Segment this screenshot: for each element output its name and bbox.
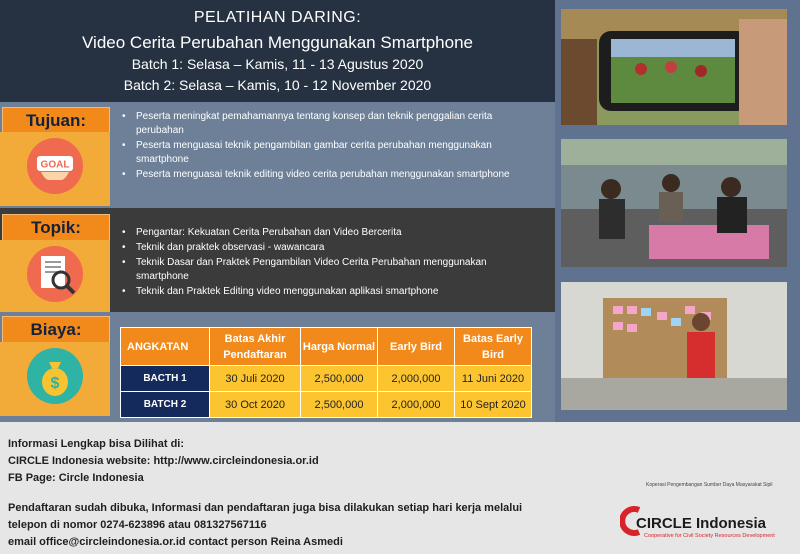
fb-page-text: FB Page: Circle Indonesia — [8, 472, 144, 484]
logo-name: CIRCLE Indonesia — [636, 515, 767, 532]
circle-indonesia-logo — [620, 482, 790, 544]
table-header-cell: Harga Normal — [301, 328, 378, 366]
list-item: • Pengantar: Kekuatan Cerita Perubahan dan Video Bercerita — [120, 226, 540, 240]
table-cell: 2,000,000 — [378, 392, 455, 418]
table-header-cell: Early Bird — [378, 328, 455, 366]
phone-text: telepon di nomor 0274-623896 atau 081327567116 — [8, 519, 267, 531]
list-item: • Teknik dan praktek observasi - wawancara — [120, 241, 540, 255]
batch2-schedule: Batch 2: Selasa – Kamis, 10 - 12 November 2020 — [123, 77, 432, 93]
table-cell: 30 Oct 2020 — [210, 392, 301, 418]
table-header-row — [121, 328, 532, 366]
info-heading: Informasi Lengkap bisa Dilihat di: — [8, 438, 185, 450]
topik-section — [0, 208, 555, 312]
table-row — [121, 392, 532, 418]
list-item: • Peserta menguasai teknik editing video cerita perubahan menggunakan smartphone — [120, 168, 540, 182]
fee-table — [120, 327, 532, 418]
list-item: • Peserta meningkat pemahamannya tentang konsep dan teknik penggalian cerita perubahan — [120, 110, 540, 138]
table-row — [121, 366, 532, 392]
list-item: • Teknik dan Praktek Editing video menggunakan aplikasi smartphone — [120, 285, 540, 299]
table-cell: 2,000,000 — [378, 366, 455, 392]
header-banner — [0, 0, 555, 102]
logo-tagline: Cooperative for Civil Society Resources Development — [644, 533, 775, 539]
table-cell: 11 Juni 2020 — [455, 366, 532, 392]
table-cell: 30 Juli 2020 — [210, 366, 301, 392]
website-text: CIRCLE Indonesia website: http://www.circleindonesia.or.id — [8, 455, 319, 467]
photo-smartphone-filming — [561, 9, 787, 125]
email-contact-text: email office@circleindonesia.or.id contact person Reina Asmedi — [8, 536, 343, 548]
registration-text: Pendaftaran sudah dibuka, Informasi dan pendaftaran juga bisa dilakukan setiap hari kerja melalui — [8, 502, 523, 514]
list-item: • Teknik Dasar dan Praktek Pengambilan Video Cerita Perubahan menggunakan smartphone — [120, 256, 540, 284]
table-cell: BATCH 2 — [121, 392, 210, 418]
table-cell: BACTH 1 — [121, 366, 210, 392]
biaya-label: Biaya: — [2, 316, 110, 344]
logo-cooperative-text: Koperasi Pengembangan Sumber Daya Masyarakat Sipil — [646, 482, 773, 488]
tujuan-section — [0, 102, 555, 208]
photo-group-discussion — [561, 139, 787, 267]
dollar-icon: $ — [50, 375, 60, 392]
table-header-cell: ANGKATAN — [121, 328, 210, 366]
topik-list — [120, 226, 540, 300]
training-title: Video Cerita Perubahan Menggunakan Smartphone — [82, 33, 473, 52]
goal-icon-text: GOAL — [40, 159, 70, 171]
table-cell: 2,500,000 — [301, 366, 378, 392]
tujuan-list — [120, 110, 540, 183]
goal-icon — [0, 132, 110, 206]
training-type-title: PELATIHAN DARING: — [193, 9, 362, 26]
table-cell: 2,500,000 — [301, 392, 378, 418]
document-search-icon — [0, 240, 110, 314]
table-cell: 10 Sept 2020 — [455, 392, 532, 418]
batch1-schedule: Batch 1: Selasa – Kamis, 11 - 13 Agustus 2020 — [131, 56, 424, 72]
table-header-cell: Batas Early Bird — [455, 328, 532, 366]
photo-presenter-board — [561, 282, 787, 410]
topik-label: Topik: — [2, 214, 110, 242]
tujuan-label: Tujuan: — [2, 107, 110, 135]
table-header-cell: Batas Akhir Pendaftaran — [210, 328, 301, 366]
list-item: • Peserta menguasai teknik pengambilan gambar cerita perubahan menggunakan smartphone — [120, 139, 540, 167]
money-bag-icon — [0, 342, 110, 416]
